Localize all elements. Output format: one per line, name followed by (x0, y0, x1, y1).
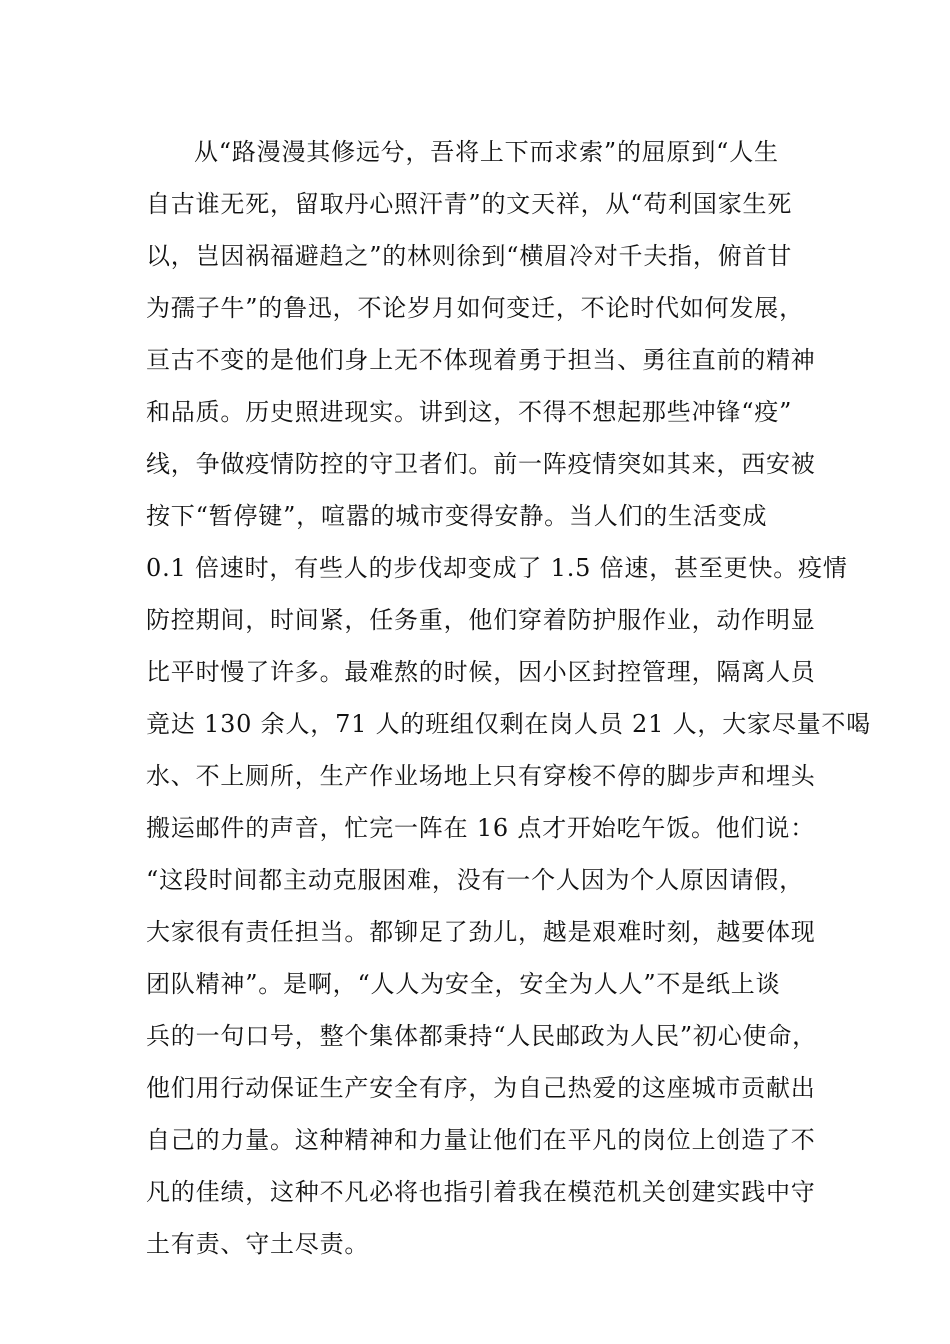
paragraph-line: 团队精神”。是啊，“人人为安全，安全为人人”不是纸上谈 (146, 970, 781, 998)
paragraph-line: 搬运邮件的声音，忙完一阵在 16 点才开始吃午饭。他们说： (146, 814, 815, 842)
paragraph-line: 自古谁无死，留取丹心照汗青”的文天祥，从“苟利国家生死 (146, 190, 793, 218)
paragraph-line: 他们用行动保证生产安全有序，为自己热爱的这座城市贡献出 (146, 1074, 816, 1102)
paragraph-line: 线，争做疫情防控的守卫者们。前一阵疫情突如其来，西安被 (146, 450, 816, 478)
paragraph-line: 水、不上厕所，生产作业场地上只有穿梭不停的脚步声和埋头 (146, 762, 816, 790)
paragraph-line: 按下“暂停键”，喧嚣的城市变得安静。当人们的生活变成 (146, 502, 768, 530)
paragraph-line: 竟达 130 余人，71 人的班组仅剩在岗人员 21 人，大家尽量不喝 (146, 710, 872, 738)
paragraph-line: 比平时慢了许多。最难熬的时候，因小区封控管理，隔离人员 (146, 658, 816, 686)
body-paragraph (146, 126, 872, 1270)
paragraph-line: 0.1 倍速时，有些人的步伐却变成了 1.5 倍速，甚至更快。疫情 (146, 554, 848, 582)
paragraph-line: 以，岂因祸福避趋之”的林则徐到“横眉冷对千夫指，俯首甘 (146, 242, 793, 270)
paragraph-line: 为孺子牛”的鲁迅，不论岁月如何变迁，不论时代如何发展， (146, 294, 804, 322)
paragraph-line: “这段时间都主动克服困难，没有一个人因为个人原因请假， (146, 866, 804, 894)
paragraph-line: 土有责、守土尽责。 (146, 1230, 370, 1258)
paragraph-line: 亘古不变的是他们身上无不体现着勇于担当、勇往直前的精神 (146, 346, 816, 374)
paragraph-line: 防控期间，时间紧，任务重，他们穿着防护服作业，动作明显 (146, 606, 816, 634)
paragraph-line: 兵的一句口号，整个集体都秉持“人民邮政为人民”初心使命， (146, 1022, 817, 1050)
paragraph-line: 和品质。历史照进现实。讲到这，不得不想起那些冲锋“疫” (146, 398, 793, 426)
paragraph-line: 凡的佳绩，这种不凡必将也指引着我在模范机关创建实践中守 (146, 1178, 816, 1206)
paragraph-line: 自己的力量。这种精神和力量让他们在平凡的岗位上创造了不 (146, 1126, 816, 1154)
paragraph-line: 大家很有责任担当。都铆足了劲儿，越是艰难时刻，越要体现 (146, 918, 816, 946)
paragraph-line: 从“路漫漫其修远兮，吾将上下而求索”的屈原到“人生 (194, 138, 779, 166)
